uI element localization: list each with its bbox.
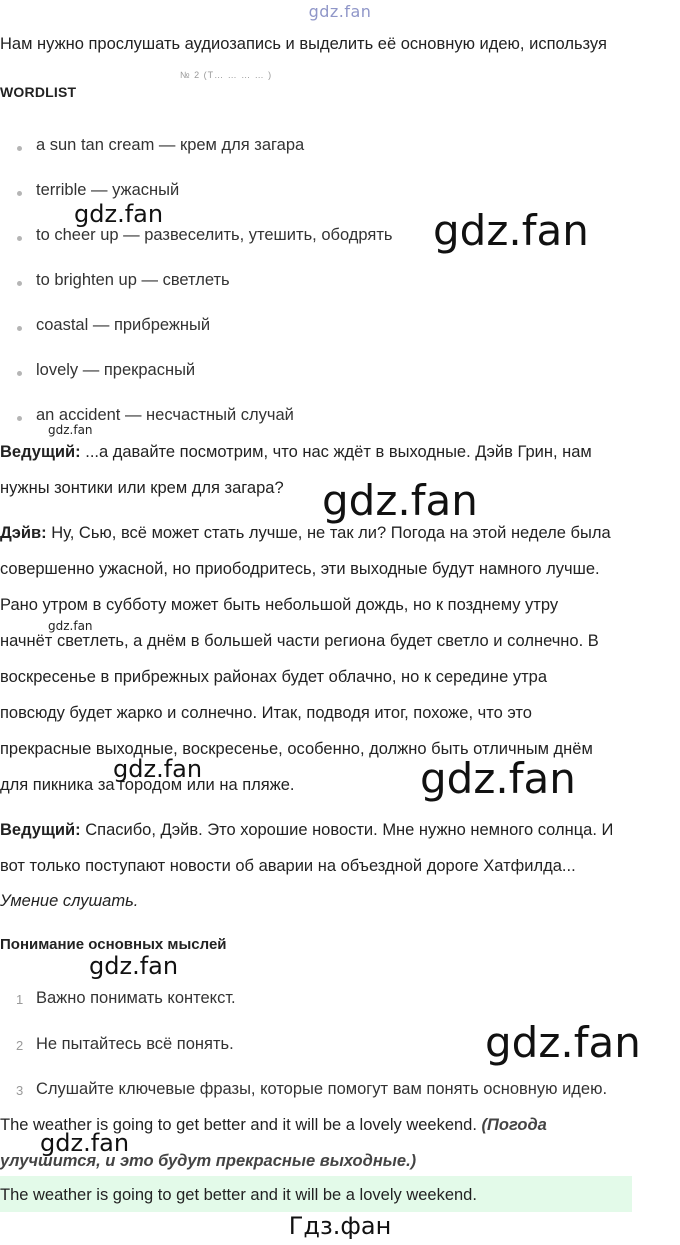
wordlist-item: to cheer up — развеселить, утешить, ободрять (36, 226, 393, 244)
watermark: gdz.fan (485, 1018, 641, 1067)
watermark: gdz.fan (74, 200, 164, 228)
dialogue-text: прекрасные выходные, воскресенье, особенно, должно быть отличным днём (0, 740, 593, 758)
dialogue-text: Ну, Сью, всё может стать лучше, не так ли? Погода на этой неделе была (46, 524, 611, 542)
clipped-line: № 2 (Т… … … … ) (180, 70, 273, 80)
watermark: gdz.fan (420, 754, 576, 803)
wordlist-item: an accident — несчастный случай (36, 406, 294, 424)
watermark: gdz.fan (48, 423, 93, 437)
skill-caption: Умение слушать. (0, 892, 139, 910)
tip-text: Слушайте ключевые фразы, которые помогут вам понять основную идею. (36, 1080, 608, 1098)
site-logo-watermark: gdz.fan (308, 2, 372, 21)
dialogue-text: нужны зонтики или крем для загара? (0, 479, 284, 497)
bullet-icon (17, 371, 22, 376)
answer-translation: (Погода (481, 1116, 547, 1134)
tip-text: Не пытайтесь всё понять. (36, 1035, 234, 1053)
dialogue-text: воскресенье в прибрежных районах будет облачно, но к середине утра (0, 668, 548, 686)
dialogue-text: Спасибо, Дэйв. Это хорошие новости. Мне нужно немного солнца. И (80, 821, 614, 839)
wordlist-item: to brighten up — светлеть (36, 271, 230, 289)
tip-number: 2 (16, 1038, 24, 1053)
watermark: gdz.fan (433, 206, 589, 255)
watermark: gdz.fan (113, 755, 203, 783)
watermark: gdz.fan (40, 1129, 130, 1157)
dialogue-text: ...а давайте посмотрим, что нас ждёт в выходные. Дэйв Грин, нам (80, 443, 592, 461)
wordlist-title: WORDLIST (0, 84, 77, 100)
dialogue-text: для пикника за городом или на пляже. (0, 776, 295, 794)
dialogue-text: вот только поступают новости об аварии на объездной дороге Хатфилда... (0, 857, 576, 875)
wordlist-item: terrible — ужасный (36, 181, 180, 199)
bullet-icon (17, 191, 22, 196)
wordlist-item: lovely — прекрасный (36, 361, 196, 379)
dialogue-paragraph-3 (0, 820, 613, 840)
dialogue-text: начнёт светлеть, а днём в большей части региона будет светло и солнечно. В (0, 632, 599, 650)
speaker-host: Ведущий: (0, 443, 81, 461)
wordlist-item: coastal — прибрежный (36, 316, 211, 334)
dialogue-text: совершенно ужасной, но приободритесь, эти выходные будут намного лучше. (0, 560, 600, 578)
final-answer: The weather is going to get better and it will be a lovely weekend. (0, 1186, 477, 1204)
tip-text: Важно понимать контекст. (36, 989, 236, 1007)
watermark: gdz.fan (89, 952, 179, 980)
bullet-icon (17, 236, 22, 241)
wordlist-item: a sun tan cream — крем для загара (36, 136, 305, 154)
speaker-host: Ведущий: (0, 821, 81, 839)
dialogue-text: повсюду будет жарко и солнечно. Итак, подводя итог, похоже, что это (0, 704, 532, 722)
bullet-icon (17, 416, 22, 421)
watermark: gdz.fan (322, 476, 478, 525)
dialogue-text: Рано утром в субботу может быть небольшой дождь, но к позднему утру (0, 596, 559, 614)
footer-watermark: Гдз.фан (288, 1212, 392, 1240)
section-title: Понимание основных мыслей (0, 936, 227, 953)
watermark: gdz.fan (48, 619, 93, 633)
speaker-dave: Дэйв: (0, 524, 47, 542)
bullet-icon (17, 326, 22, 331)
answer-sentence: The weather is going to get better and it will be a lovely weekend. (0, 1116, 477, 1134)
tip-number: 1 (16, 992, 24, 1007)
tip-number: 3 (16, 1083, 24, 1098)
intro-text: Нам нужно прослушать аудиозапись и выделить её основную идею, используя (0, 35, 607, 53)
dialogue-paragraph-1 (0, 442, 592, 462)
answer-translation: улучшится, и это будут прекрасные выходные.) (0, 1152, 417, 1170)
bullet-icon (17, 146, 22, 151)
dialogue-paragraph-2 (0, 523, 611, 543)
bullet-icon (17, 281, 22, 286)
